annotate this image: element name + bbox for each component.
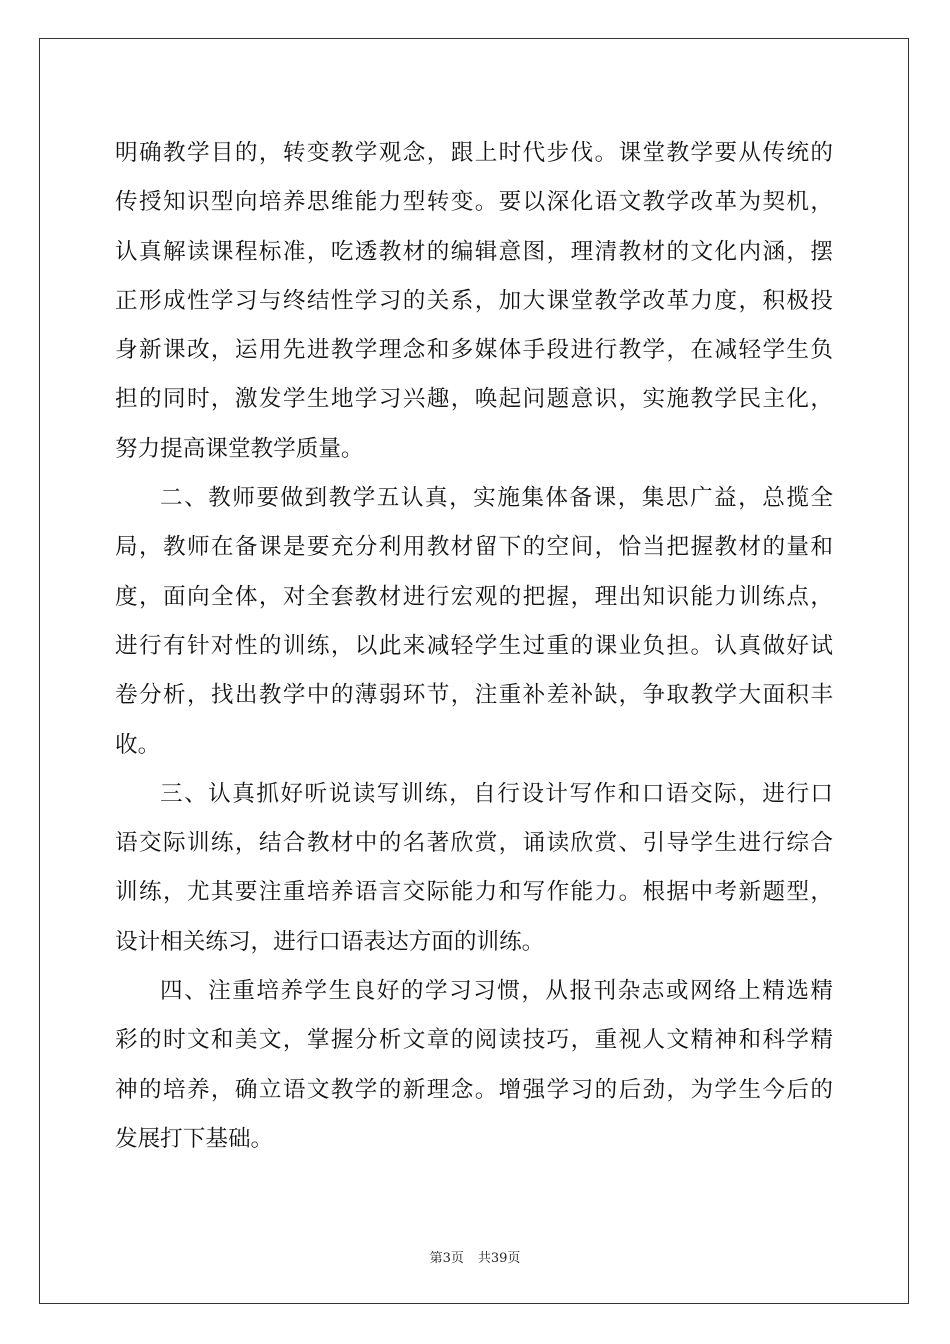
paragraph [115, 474, 833, 770]
text-line: 三、认真抓好听说读写训练，自行设计写作和口语交际，进行口 [160, 780, 833, 807]
text-line: 努力提高课堂教学质量。 [115, 435, 364, 462]
text-line: 身新课改，运用先进教学理念和多媒体手段进行教学，在减轻学生负 [115, 337, 833, 364]
page-footer [0, 1247, 950, 1266]
paragraph [115, 967, 833, 1164]
text-line: 神的培养，确立语文教学的新理念。增强学习的后劲，为学生今后的 [115, 1076, 833, 1103]
text-line: 局，教师在备课是要充分利用教材留下的空间，恰当把握教材的量和 [115, 534, 833, 561]
document-body [115, 129, 833, 1164]
text-line: 卷分析，找出教学中的薄弱环节，注重补差补缺，争取教学大面积丰 [115, 682, 833, 709]
paragraph [115, 129, 833, 474]
text-line: 收。 [115, 731, 161, 758]
text-line: 正形成性学习与终结性学习的关系，加大课堂教学改革力度，积极投 [115, 287, 833, 314]
text-line: 担的同时，激发学生地学习兴趣，唤起问题意识，实施教学民主化， [115, 386, 833, 413]
text-line: 认真解读课程标准，吃透教材的编辑意图，理清教材的文化内涵，摆 [115, 238, 833, 265]
text-line: 语交际训练，结合教材中的名著欣赏，诵读欣赏、引导学生进行综合 [115, 830, 833, 857]
text-line: 进行有针对性的训练，以此来减轻学生过重的课业负担。认真做好试 [115, 632, 833, 659]
text-line: 度，面向全体，对全套教材进行宏观的把握，理出知识能力训练点， [115, 583, 833, 610]
text-line: 彩的时文和美文，掌握分析文章的阅读技巧，重视人文精神和科学精 [115, 1027, 833, 1054]
page-number: 第3页 [429, 1251, 464, 1266]
page-total: 共39页 [477, 1251, 521, 1266]
text-line: 训练，尤其要注重培养语言交际能力和写作能力。根据中考新题型， [115, 879, 833, 906]
text-line: 传授知识型向培养思维能力型转变。要以深化语文教学改革为契机， [115, 189, 833, 216]
text-line: 二、教师要做到教学五认真，实施集体备课，集思广益，总揽全 [160, 485, 833, 512]
paragraph [115, 770, 833, 967]
text-line: 四、注重培养学生良好的学习习惯，从报刊杂志或网络上精选精 [160, 978, 833, 1005]
text-line: 明确教学目的，转变教学观念，跟上时代步伐。课堂教学要从传统的 [115, 140, 833, 166]
text-line: 设计相关练习，进行口语表达方面的训练。 [115, 928, 545, 955]
text-line: 发展打下基础。 [115, 1125, 274, 1152]
